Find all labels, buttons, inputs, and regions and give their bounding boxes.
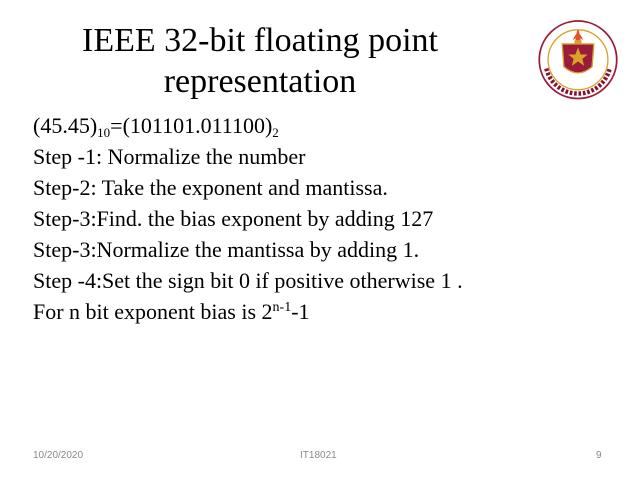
bias-rule-prefix: For n bit exponent bias is 2 bbox=[33, 299, 273, 324]
footer-page-number: 9 bbox=[596, 450, 602, 461]
title-line-1: IEEE 32-bit floating point bbox=[82, 22, 438, 59]
step-line: Step-3:Find. the bias exponent by adding 127 bbox=[33, 206, 434, 231]
binary-base: 2 bbox=[272, 125, 279, 140]
bias-rule-suffix: -1 bbox=[291, 299, 310, 324]
bias-rule-line bbox=[33, 296, 623, 327]
bias-rule-exponent: n-1 bbox=[272, 300, 292, 315]
binary-value: =(101101.011100) bbox=[110, 113, 273, 138]
slide-title bbox=[40, 20, 480, 102]
decimal-value: (45.45) bbox=[33, 113, 98, 138]
conversion-line bbox=[33, 110, 623, 141]
step-line: Step -4:Set the sign bit 0 if positive otherwise 1 . bbox=[33, 268, 463, 293]
decimal-base: 10 bbox=[97, 125, 111, 140]
step-line: Step-2: Take the exponent and mantissa. bbox=[33, 175, 388, 200]
step-line: Step-3:Normalize the mantissa by adding 1. bbox=[33, 237, 420, 262]
content-list bbox=[33, 110, 623, 327]
step-line: Step -1: Normalize the number bbox=[33, 144, 306, 169]
title-line-2: representation bbox=[163, 63, 357, 100]
footer-date: 10/20/2020 bbox=[33, 450, 84, 461]
university-logo-icon bbox=[534, 14, 622, 102]
footer-course-code: IT18021 bbox=[300, 450, 337, 461]
